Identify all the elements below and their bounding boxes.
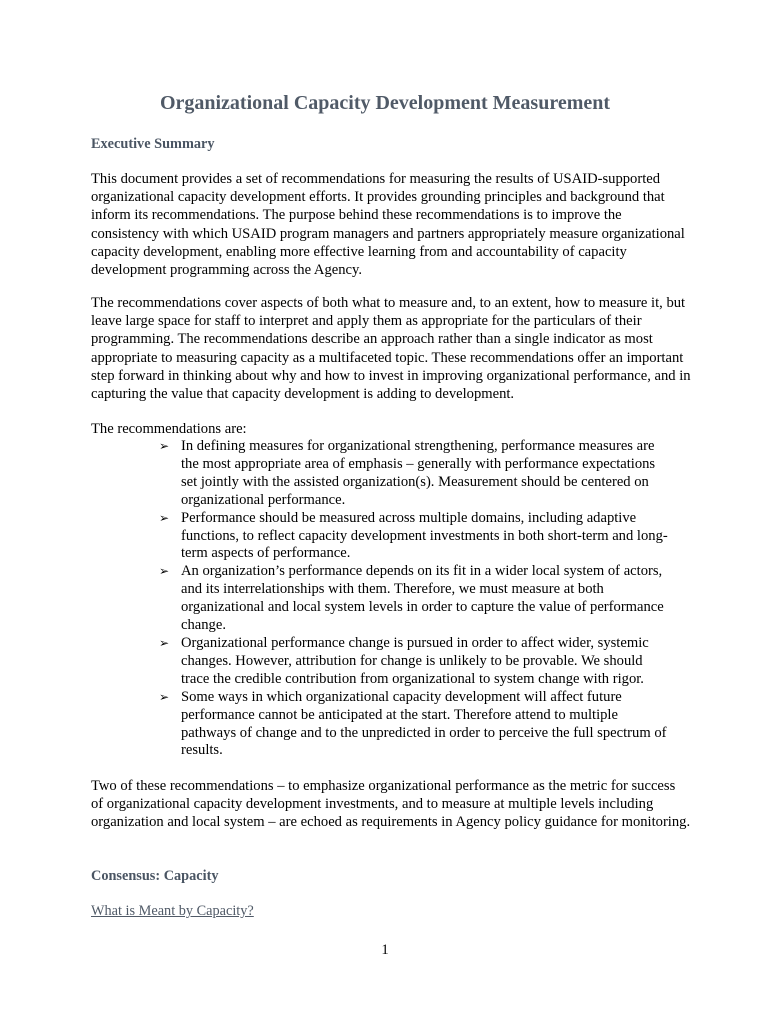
recommendation-text: An organization’s performance depends on its fit in a wider local system of actors, and its interrelationships with them. Therefore, we must measure at both organizational and local system levels in order to capture the value of performance change. <box>181 563 664 634</box>
consensus-capacity-heading: Consensus: Capacity <box>91 868 219 884</box>
recommendations-list <box>159 438 674 760</box>
arrow-bullet-icon: ➢ <box>159 564 170 579</box>
document-title: Organizational Capacity Development Measurement <box>159 92 611 114</box>
page-number: 1 <box>381 942 389 958</box>
list-item <box>159 563 674 635</box>
recommendation-text: Some ways in which organizational capacity development will affect future performance cannot be anticipated at the start. Therefore attend to multiple pathways of change and to the unpredicted in order to perceive the full spectrum of results. <box>181 688 667 759</box>
arrow-bullet-icon: ➢ <box>159 510 170 525</box>
arrow-bullet-icon: ➢ <box>159 689 170 704</box>
closing-paragraph: Two of these recommendations – to emphasize organizational performance as the metric for success of organizational capacity development investments, and to measure at multiple levels including organization and local system – are echoed as requirements in Agency policy guidance for monitoring. <box>91 778 691 831</box>
summary-paragraph-2: The recommendations cover aspects of both what to measure and, to an extent, how to measure it, but leave large space for staff to interpret and apply them as appropriate for the particulars of their programming. The recommendations describe an approach rather than a single indicator as most appropriate to measuring capacity as a multifaceted topic. These recommendations offer an important step forward in thinking about why and how to invest in improving organizational performance, and in capturing the value that capacity development is adding to development. <box>91 295 691 403</box>
recommendation-text: In defining measures for organizational strengthening, performance measures are the most appropriate area of emphasis – generally with performance expectations set jointly with the assisted organization(s). Measurement should be centered on organizational performance. <box>181 438 656 508</box>
list-item <box>159 635 674 689</box>
list-item <box>159 689 674 761</box>
list-item <box>159 510 674 564</box>
recommendation-text: Organizational performance change is pursued in order to affect wider, systemic changes. However, attribution for change is unlikely to be provable. We should trace the credible contribution from organizational to system change with rigor. <box>181 634 649 687</box>
capacity-definition-link[interactable]: What is Meant by Capacity? <box>91 903 254 919</box>
recommendation-text: Performance should be measured across multiple domains, including adaptive functions, to reflect capacity development investments in both short-term and long-term aspects of performance. <box>181 509 668 562</box>
executive-summary-heading: Executive Summary <box>91 136 215 152</box>
summary-paragraph-1: This document provides a set of recommendations for measuring the results of USAID-supported organizational capacity development efforts. It provides grounding principles and background that inform its recommendations. The purpose behind these recommendations is to improve the consistency with which USAID program managers and partners appropriately measure organizational capacity development, enabling more effective learning from and accountability of capacity development programming across the Agency. <box>91 171 685 279</box>
arrow-bullet-icon: ➢ <box>159 439 170 453</box>
arrow-bullet-icon: ➢ <box>159 635 170 650</box>
recommendations-intro: The recommendations are: <box>91 421 247 437</box>
list-item <box>159 438 674 510</box>
